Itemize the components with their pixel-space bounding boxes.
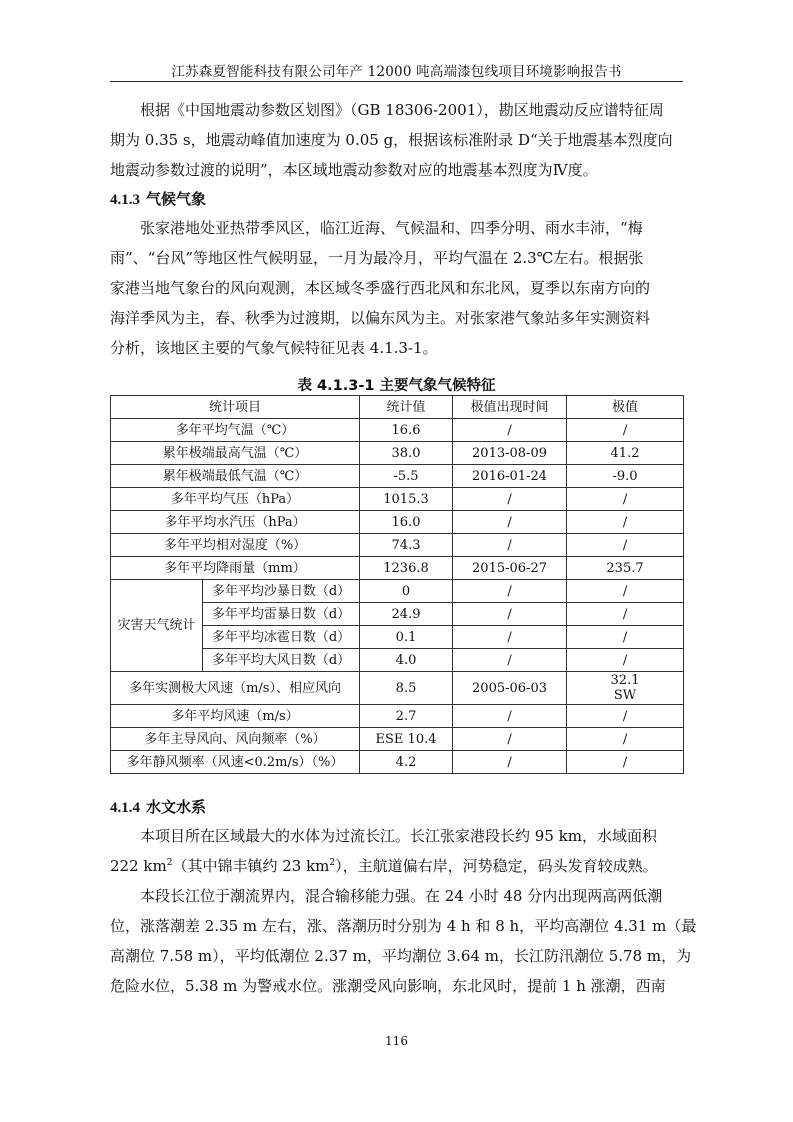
extreme-speed: 32.1 [610, 673, 640, 688]
text-line: 位，涨落潮差 2.35 m 左右，涨、落潮历时分别为 4 h 和 8 h，平均高潮位 4.31 m（最 [110, 917, 697, 935]
table-row [111, 580, 684, 603]
table-row [111, 751, 684, 774]
extreme-cell: / [567, 534, 684, 557]
extreme-cell [567, 672, 684, 705]
disaster-group-label: 灾害天气统计 [111, 580, 203, 672]
text-line: 本项目所在区域最大的水体为过流长江。长江张家港段长约 95 km，水域面积 [140, 827, 657, 845]
text-fragment: ），主航道偏右岸，河势稳定，码头发育较成熟。 [335, 857, 658, 875]
text-line: 张家港地处亚热带季风区，临江近海、气候温和、四季分明、雨水丰沛，“梅 [140, 219, 643, 237]
time-cell: / [453, 728, 567, 751]
value-cell: 0.1 [360, 626, 453, 649]
extreme-cell: / [567, 603, 684, 626]
section-number: 4.1.3 [110, 192, 140, 208]
time-cell: / [453, 511, 567, 534]
value-cell: 1236.8 [360, 557, 453, 580]
section-heading-4-1-3 [110, 188, 206, 209]
text-line: 本段长江位于潮流界内，混合输移能力强。在 24 小时 48 分内出现两高两低潮 [140, 887, 663, 905]
text-line [110, 851, 683, 881]
superscript: 2 [166, 858, 173, 868]
section-number: 4.1.4 [110, 800, 140, 816]
text-line: 分析，该地区主要的气象气候特征见表 4.1.3-1。 [110, 339, 438, 357]
climate-table [110, 395, 684, 774]
time-cell: 2016-01-24 [453, 465, 567, 488]
extreme-cell: / [567, 626, 684, 649]
text-line: 根据《中国地震动参数区划图》（GB 18306-2001），勘区地震动反应谱特征周 [140, 101, 664, 119]
time-cell: / [453, 705, 567, 728]
table-row [111, 465, 684, 488]
extreme-cell: / [567, 511, 684, 534]
time-cell: / [453, 751, 567, 774]
extreme-cell: / [567, 728, 684, 751]
item-cell: 多年平均气压（hPa） [111, 488, 360, 511]
time-cell: / [453, 580, 567, 603]
item-cell: 多年平均大风日数（d） [203, 649, 360, 672]
value-cell: 74.3 [360, 534, 453, 557]
value-cell: 4.2 [360, 751, 453, 774]
header-rule [110, 81, 683, 82]
time-cell: / [453, 626, 567, 649]
hydrology-paragraph-1 [110, 821, 683, 881]
extreme-cell: / [567, 488, 684, 511]
table-row [111, 672, 684, 705]
section-title: 水文水系 [146, 798, 207, 816]
extreme-cell: / [567, 751, 684, 774]
document-header: 江苏森夏智能科技有限公司年产 12000 吨高端漆包线项目环境影响报告书 [171, 64, 622, 80]
value-cell: 24.9 [360, 603, 453, 626]
item-cell: 多年平均降雨量（mm） [111, 557, 360, 580]
time-cell: / [453, 419, 567, 442]
section-title: 气候气象 [146, 190, 207, 208]
header-cell: 极值 [567, 396, 684, 419]
table-row [111, 557, 684, 580]
item-cell: 多年主导风向、风向频率（%） [111, 728, 360, 751]
item-cell: 多年平均气温（℃） [111, 419, 360, 442]
value-cell: 2.7 [360, 705, 453, 728]
time-cell: 2005-06-03 [453, 672, 567, 705]
table-row [111, 419, 684, 442]
item-cell: 多年平均风速（m/s） [111, 705, 360, 728]
item-cell: 多年静风频率（风速<0.2m/s）（%） [111, 751, 360, 774]
page-number: 116 [385, 1034, 408, 1048]
value-cell: 1015.3 [360, 488, 453, 511]
item-cell: 多年平均相对湿度（%） [111, 534, 360, 557]
extreme-cell: / [567, 705, 684, 728]
item-cell: 多年平均水汽压（hPa） [111, 511, 360, 534]
table-row [111, 488, 684, 511]
table-row [111, 705, 684, 728]
extreme-cell: / [567, 649, 684, 672]
header-cell: 极值出现时间 [453, 396, 567, 419]
header-cell: 统计项目 [111, 396, 360, 419]
hydrology-paragraph-2 [110, 881, 697, 1001]
time-cell: 2015-06-27 [453, 557, 567, 580]
section-heading-4-1-4 [110, 796, 206, 817]
header-cell: 统计值 [360, 396, 453, 419]
item-cell: 多年实测极大风速（m/s）、相应风向 [111, 672, 360, 705]
table-row [111, 511, 684, 534]
climate-paragraph [110, 213, 683, 363]
table-row [111, 534, 684, 557]
time-cell: / [453, 649, 567, 672]
table-row [111, 442, 684, 465]
item-cell: 累年极端最低气温（℃） [111, 465, 360, 488]
intro-paragraph [110, 95, 683, 185]
text-line: 雨”、“台风”等地区性气候明显，一月为最冷月，平均气温在 2.3℃左右。根据张 [110, 249, 644, 267]
value-cell: 0 [360, 580, 453, 603]
value-cell: 38.0 [360, 442, 453, 465]
table-header-row [111, 396, 684, 419]
item-cell: 多年平均雷暴日数（d） [203, 603, 360, 626]
text-line: 地震动参数过渡的说明”，本区域地震动参数对应的地震基本烈度为Ⅳ度。 [110, 161, 598, 179]
text-line: 海洋季风为主，春、秋季为过渡期，以偏东风为主。对张家港气象站多年实测资料 [110, 309, 651, 327]
item-cell: 多年平均冰雹日数（d） [203, 626, 360, 649]
item-cell: 多年平均沙暴日数（d） [203, 580, 360, 603]
extreme-cell: 235.7 [567, 557, 684, 580]
value-cell: 4.0 [360, 649, 453, 672]
text-line: 危险水位，5.38 m 为警戒水位。涨潮受风向影响，东北风时，提前 1 h 涨潮，西南 [110, 977, 666, 995]
extreme-direction: SW [613, 688, 637, 703]
extreme-cell: / [567, 580, 684, 603]
text-line: 期为 0.35 s，地震动峰值加速度为 0.05 g，根据该标准附录 D“关于地震基本烈度向 [110, 131, 673, 149]
value-cell: ESE 10.4 [360, 728, 453, 751]
table-row [111, 728, 684, 751]
table-caption: 表 4.1.3-1 主要气象气候特征 [297, 378, 496, 394]
time-cell: / [453, 603, 567, 626]
text-fragment: （其中锦丰镇约 23 km [172, 857, 330, 875]
time-cell: / [453, 488, 567, 511]
item-cell: 累年极端最高气温（℃） [111, 442, 360, 465]
text-fragment: 222 km [110, 857, 167, 875]
value-cell: 16.6 [360, 419, 453, 442]
time-cell: 2013-08-09 [453, 442, 567, 465]
extreme-cell: -9.0 [567, 465, 684, 488]
text-line: 高潮位 7.58 m），平均低潮位 2.37 m，平均潮位 3.64 m，长江防汛潮位 5.78 m，为 [110, 947, 692, 965]
extreme-cell: / [567, 419, 684, 442]
value-cell: 8.5 [360, 672, 453, 705]
extreme-cell: 41.2 [567, 442, 684, 465]
value-cell: 16.0 [360, 511, 453, 534]
value-cell: -5.5 [360, 465, 453, 488]
time-cell: / [453, 534, 567, 557]
text-line: 家港当地气象台的风向观测，本区域冬季盛行西北风和东北风，夏季以东南方向的 [110, 279, 651, 297]
superscript: 2 [329, 858, 336, 868]
